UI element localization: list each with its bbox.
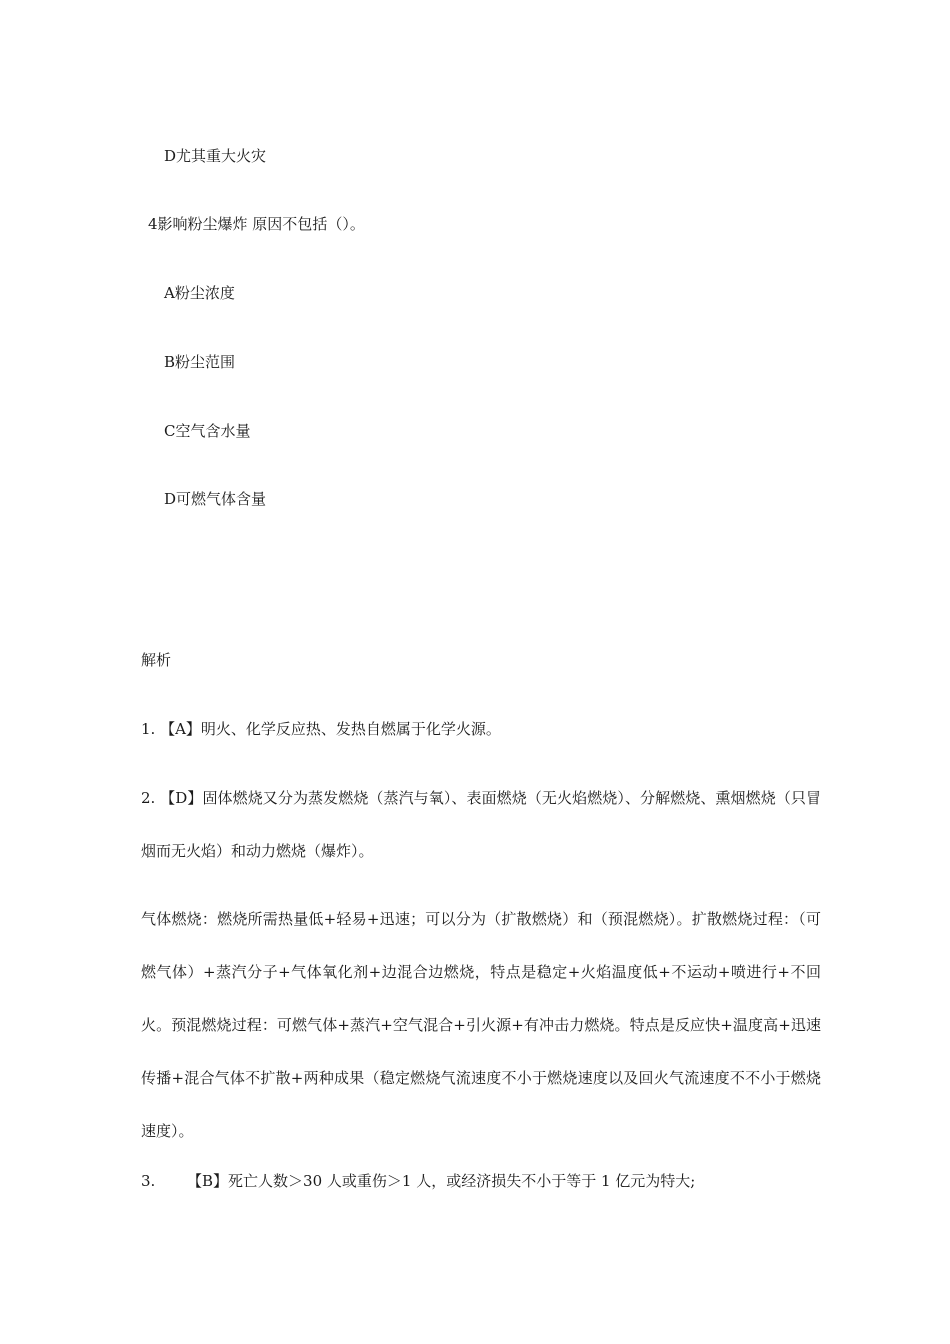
analysis-item-3-number: 3. xyxy=(141,1172,156,1190)
question3-option-d: D尤其重大火灾 xyxy=(164,147,267,165)
gas-combustion-paragraph: 气体燃烧：燃烧所需热量低+轻易+迅速；可以分为（扩散燃烧）和（预混燃烧）。扩散燃烧过程：（可燃气体）+蒸汽分子+气体氧化剂+边混合边燃烧，特点是稳定+火焰温度低+不运动+喷进行+不回火。预混燃烧过程：可燃气体+蒸汽+空气混合+引火源+有冲击力燃烧。特点是反应快+温度高+迅速传播+混合气体不扩散+两种成果（稳定燃烧气流速度不小于燃烧速度以及回火气流速度不不小于燃烧速度）。 xyxy=(141,910,821,1140)
analysis-item-2: 2. 【D】固体燃烧又分为蒸发燃烧（蒸汽与氧）、表面燃烧（无火焰燃烧）、分解燃烧、熏烟燃烧（只冒烟而无火焰）和动力燃烧（爆炸）。 xyxy=(141,789,821,860)
question4-stem: 4影响粉尘爆炸 原因不包括（）。 xyxy=(148,215,365,233)
question4-option-d: D可燃气体含量 xyxy=(164,490,267,508)
question4-option-c: C空气含水量 xyxy=(164,422,251,440)
question4-option-b: B粉尘范围 xyxy=(164,353,236,371)
analysis-item-3: 【B】死亡人数＞30 人或重伤＞1 人，或经济损失不小于等于 1 亿元为特大; xyxy=(187,1172,696,1190)
question4-option-a: A粉尘浓度 xyxy=(164,284,235,302)
analysis-item-1: 1. 【A】明火、化学反应热、发热自燃属于化学火源。 xyxy=(141,720,501,738)
analysis-heading: 解析 xyxy=(141,651,172,669)
